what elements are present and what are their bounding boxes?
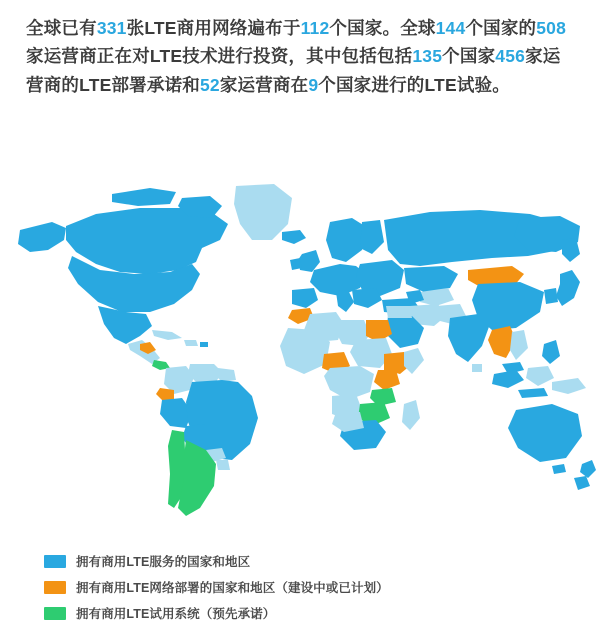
region-japan [556, 270, 580, 306]
legend-color-swatch [44, 607, 66, 620]
headline-number: 135 [412, 46, 443, 67]
region-british-isles [298, 250, 320, 272]
headline-text: 家运营商在 [219, 74, 309, 95]
headline-number: 144 [435, 18, 466, 38]
region-cuba [152, 330, 182, 340]
headline-number: 112 [300, 18, 330, 38]
legend-label: 拥有商用LTE试用系统（预先承诺） [76, 607, 276, 621]
region-tasmania [552, 464, 566, 474]
region-uruguay [216, 460, 230, 470]
region-new-zealand-south [574, 476, 590, 490]
region-philippines [542, 340, 560, 364]
headline-number: 9 [308, 74, 319, 95]
headline-number: 508 [536, 18, 567, 38]
region-iraq-syria [386, 306, 412, 318]
region-new-zealand [580, 460, 596, 478]
region-australia [508, 404, 582, 462]
region-guyanas [216, 368, 236, 382]
headline-text: 家运营商的LTE部署承诺和 [26, 46, 561, 95]
legend-label: 拥有商用LTE服务的国家和地区 [76, 555, 251, 569]
legend-item [44, 574, 600, 600]
region-indonesia-sumatra [492, 370, 524, 388]
legend-item [44, 600, 600, 626]
region-indonesia-java [518, 388, 548, 398]
world-map-svg [0, 178, 600, 538]
region-iceland [282, 230, 306, 244]
region-canada [66, 208, 228, 274]
region-kenya-uganda [374, 370, 400, 390]
region-puerto-rico [200, 342, 208, 347]
region-greenland [234, 184, 292, 240]
legend-item [44, 548, 600, 574]
region-korea [544, 288, 558, 304]
region-finland [360, 220, 384, 254]
headline-paragraph [26, 14, 578, 99]
region-ireland [290, 258, 302, 270]
region-somalia [404, 348, 424, 374]
headline-text: 个国家的 [465, 18, 537, 38]
region-sri-lanka [472, 364, 482, 372]
headline-text: 全球已有 [26, 18, 97, 38]
region-alaska [18, 222, 66, 252]
headline-text: 个国家。全球 [329, 18, 436, 38]
region-kazakhstan [404, 266, 458, 292]
headline-number: 331 [96, 18, 127, 38]
region-vietnam [510, 330, 528, 360]
region-iberia [292, 288, 318, 308]
headline-text: 个国家进行的LTE试验。 [318, 74, 510, 95]
headline-text: 张LTE商用网络遍布于 [126, 18, 301, 38]
headline-number: 52 [199, 74, 220, 95]
map-landmasses [18, 184, 596, 516]
legend-color-swatch [44, 555, 66, 568]
map-legend [0, 548, 600, 626]
region-new-guinea [552, 378, 586, 394]
headline-text: 个国家 [442, 46, 496, 67]
legend-color-swatch [44, 581, 66, 594]
region-ecuador [156, 388, 174, 400]
headline-text: 家运营商正在对LTE技术进行投资，其中包括包括 [26, 46, 413, 67]
region-madagascar [402, 400, 420, 430]
legend-label: 拥有商用LTE网络部署的国家和地区（建设中或已计划） [76, 581, 389, 595]
region-hispaniola [184, 340, 198, 346]
headline-number: 456 [495, 46, 526, 67]
world-map [0, 178, 600, 538]
region-italy [336, 290, 354, 312]
region-canada-arctic [112, 188, 176, 206]
region-borneo [526, 366, 554, 386]
region-balkans [352, 288, 382, 308]
